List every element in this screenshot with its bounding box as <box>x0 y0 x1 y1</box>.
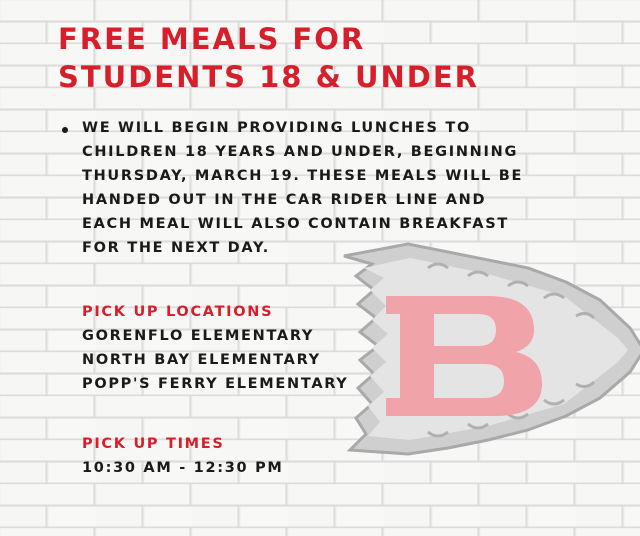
pickup-times-heading: PICK UP TIMES <box>82 436 225 452</box>
pickup-location-item: GORENFLO ELEMENTARY <box>82 328 315 344</box>
pickup-locations-heading: PICK UP LOCATIONS <box>82 304 274 320</box>
flyer-title <box>58 20 479 96</box>
pickup-location-item: NORTH BAY ELEMENTARY <box>82 352 321 368</box>
title-line-1: FREE MEALS FOR <box>58 22 366 56</box>
bullet-dot-icon <box>62 127 68 133</box>
announcement-text: WE WILL BEGIN PROVIDING LUNCHES TO CHILDREN 18 YEARS AND UNDER, BEGINNING THURSDAY, MARCH 19. THESE MEALS WILL BE HANDED OUT IN THE CAR RIDER LINE AND EACH MEAL WILL ALSO CONTAIN BREAKFAST FOR THE NEXT DAY. <box>82 120 524 256</box>
pickup-times-section <box>82 432 284 480</box>
title-line-2: STUDENTS 18 & UNDER <box>58 60 480 94</box>
pickup-location-item: POPP'S FERRY ELEMENTARY <box>82 376 349 392</box>
pickup-times-value: 10:30 AM - 12:30 PM <box>82 460 284 476</box>
pickup-locations-section <box>82 300 349 396</box>
announcement-bullet <box>62 116 622 260</box>
